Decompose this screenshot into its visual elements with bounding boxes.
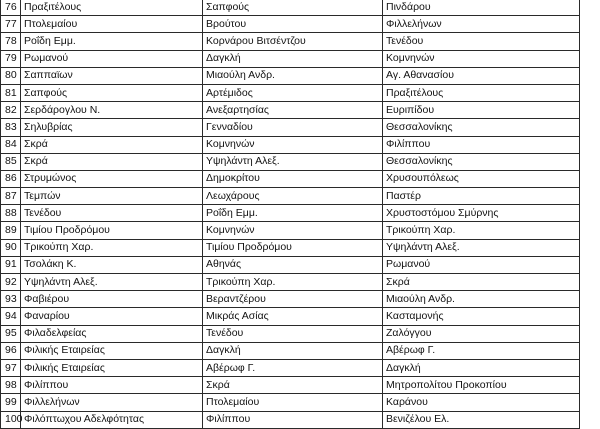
street-cell: Φιλλελήνων (21, 394, 203, 411)
cross-street-from-cell: Δαγκλή (203, 50, 383, 67)
table-row (1, 291, 580, 308)
table-row (1, 325, 580, 342)
table-row (1, 33, 580, 50)
table-row (1, 16, 580, 33)
cross-street-to-cell: Χρυσουπόλεως (383, 170, 580, 187)
cross-street-from-cell: Τιμίου Προδρόμου (203, 239, 383, 256)
cross-street-from-cell: Τρικούπη Χαρ. (203, 274, 383, 291)
cross-street-from-cell: Σαπφούς (203, 0, 383, 16)
table-row (1, 84, 580, 101)
table-row (1, 153, 580, 170)
cross-street-to-cell: Κασταμονής (383, 308, 580, 325)
row-number-cell: 97 (1, 359, 21, 376)
street-cell: Τσολάκη Κ. (21, 256, 203, 273)
row-number-cell: 85 (1, 153, 21, 170)
table-row (1, 119, 580, 136)
row-number-cell: 80 (1, 67, 21, 84)
cross-street-to-cell: Κομνηνών (383, 50, 580, 67)
table-row (1, 170, 580, 187)
cross-street-to-cell: Θεσσαλονίκης (383, 153, 580, 170)
row-number-cell: 89 (1, 222, 21, 239)
table-row (1, 205, 580, 222)
street-cell: Ροΐδη Εμμ. (21, 33, 203, 50)
street-cell: Φιλαδελφείας (21, 325, 203, 342)
table-row (1, 188, 580, 205)
cross-street-to-cell: Μητροπολίτου Προκοπίου (383, 377, 580, 394)
cross-street-from-cell: Πτολεμαίου (203, 394, 383, 411)
row-number-cell: 86 (1, 170, 21, 187)
cross-street-from-cell: Υψηλάντη Αλεξ. (203, 153, 383, 170)
street-cell: Πραξιτέλους (21, 0, 203, 16)
cross-street-from-cell: Κορνάρου Βιτσέντζου (203, 33, 383, 50)
cross-street-to-cell: Αγ. Αθανασίου (383, 67, 580, 84)
row-number-cell: 79 (1, 50, 21, 67)
street-cell: Στρυμώνος (21, 170, 203, 187)
cross-street-from-cell: Αθηνάς (203, 256, 383, 273)
cross-street-to-cell: Πινδάρου (383, 0, 580, 16)
cross-street-from-cell: Βεραντζέρου (203, 291, 383, 308)
row-number-cell: 98 (1, 377, 21, 394)
cross-street-to-cell: Καράνου (383, 394, 580, 411)
row-number-cell: 94 (1, 308, 21, 325)
cross-street-from-cell: Βρούτου (203, 16, 383, 33)
street-cell: Φιλικής Εταιρείας (21, 342, 203, 359)
street-cell: Σηλυβρίας (21, 119, 203, 136)
row-number-cell: 93 (1, 291, 21, 308)
cross-street-to-cell: Τενέδου (383, 33, 580, 50)
row-number-cell: 100 (1, 411, 21, 428)
row-number-cell: 99 (1, 394, 21, 411)
table-row (1, 377, 580, 394)
cross-street-from-cell: Ανεξαρτησίας (203, 102, 383, 119)
row-number-cell: 81 (1, 84, 21, 101)
cross-street-to-cell: Πραξιτέλους (383, 84, 580, 101)
cross-street-to-cell: Αβέρωφ Γ. (383, 342, 580, 359)
table-row (1, 0, 580, 16)
cross-street-from-cell: Τενέδου (203, 325, 383, 342)
street-cell: Φιλικής Εταιρείας (21, 359, 203, 376)
street-cell: Τιμίου Προδρόμου (21, 222, 203, 239)
street-cell: Τενέδου (21, 205, 203, 222)
cross-street-to-cell: Μιαούλη Ανδρ. (383, 291, 580, 308)
row-number-cell: 82 (1, 102, 21, 119)
street-cell: Σκρά (21, 153, 203, 170)
cross-street-from-cell: Αρτέμιδος (203, 84, 383, 101)
row-number-cell: 84 (1, 136, 21, 153)
cross-street-to-cell: Βενιζέλου Ελ. (383, 411, 580, 428)
table-row (1, 342, 580, 359)
table-row (1, 239, 580, 256)
table-row (1, 50, 580, 67)
cross-street-to-cell: Θεσσαλονίκης (383, 119, 580, 136)
table-row (1, 359, 580, 376)
street-cell: Ρωμανού (21, 50, 203, 67)
table-row (1, 222, 580, 239)
row-number-cell: 76 (1, 0, 21, 16)
table-row (1, 102, 580, 119)
street-cell: Σερδάρογλου Ν. (21, 102, 203, 119)
cross-street-from-cell: Μικράς Ασίας (203, 308, 383, 325)
cross-street-to-cell: Ρωμανού (383, 256, 580, 273)
cross-street-from-cell: Δαγκλή (203, 342, 383, 359)
table-row (1, 256, 580, 273)
cross-street-to-cell: Υψηλάντη Αλεξ. (383, 239, 580, 256)
row-number-cell: 96 (1, 342, 21, 359)
row-number-cell: 95 (1, 325, 21, 342)
cross-street-from-cell: Κομνηνών (203, 136, 383, 153)
row-number-cell: 90 (1, 239, 21, 256)
row-number-cell: 83 (1, 119, 21, 136)
cross-street-from-cell: Κομνηνών (203, 222, 383, 239)
street-cell: Σκρά (21, 136, 203, 153)
street-cell: Φιλίππου (21, 377, 203, 394)
street-cell: Σαπφούς (21, 84, 203, 101)
table-row (1, 394, 580, 411)
table-row (1, 308, 580, 325)
table-row (1, 67, 580, 84)
cross-street-to-cell: Παστέρ (383, 188, 580, 205)
cross-street-from-cell: Σκρά (203, 377, 383, 394)
row-number-cell: 87 (1, 188, 21, 205)
cross-street-from-cell: Ροΐδη Εμμ. (203, 205, 383, 222)
table-body (1, 0, 580, 428)
cross-street-from-cell: Λεωχάρους (203, 188, 383, 205)
table-row (1, 274, 580, 291)
row-number-cell: 91 (1, 256, 21, 273)
cross-street-to-cell: Ευριπίδου (383, 102, 580, 119)
row-number-cell: 88 (1, 205, 21, 222)
cross-street-to-cell: Δαγκλή (383, 359, 580, 376)
street-cell: Φαναρίου (21, 308, 203, 325)
street-cell: Φιλόπτωχου Αδελφότητας (21, 411, 203, 428)
cross-street-from-cell: Δημοκρίτου (203, 170, 383, 187)
cross-street-to-cell: Τρικούπη Χαρ. (383, 222, 580, 239)
street-cell: Τρικούπη Χαρ. (21, 239, 203, 256)
cross-street-from-cell: Μιαούλη Ανδρ. (203, 67, 383, 84)
row-number-cell: 78 (1, 33, 21, 50)
street-cell: Σαππαϊων (21, 67, 203, 84)
cross-street-from-cell: Φιλίππου (203, 411, 383, 428)
cross-street-to-cell: Φιλλελήνων (383, 16, 580, 33)
street-cell: Πτολεμαίου (21, 16, 203, 33)
street-cell: Τεμπών (21, 188, 203, 205)
cross-street-from-cell: Αβέρωφ Γ. (203, 359, 383, 376)
cross-street-to-cell: Φιλίππου (383, 136, 580, 153)
cross-street-to-cell: Ζαλόγγου (383, 325, 580, 342)
street-cell: Υψηλάντη Αλεξ. (21, 274, 203, 291)
row-number-cell: 92 (1, 274, 21, 291)
table-row (1, 411, 580, 428)
table-row (1, 136, 580, 153)
cross-street-from-cell: Γενναδίου (203, 119, 383, 136)
row-number-cell: 77 (1, 16, 21, 33)
cross-street-to-cell: Χρυστοστόμου Σμύρνης (383, 205, 580, 222)
cross-street-to-cell: Σκρά (383, 274, 580, 291)
street-cell: Φαβιέρου (21, 291, 203, 308)
